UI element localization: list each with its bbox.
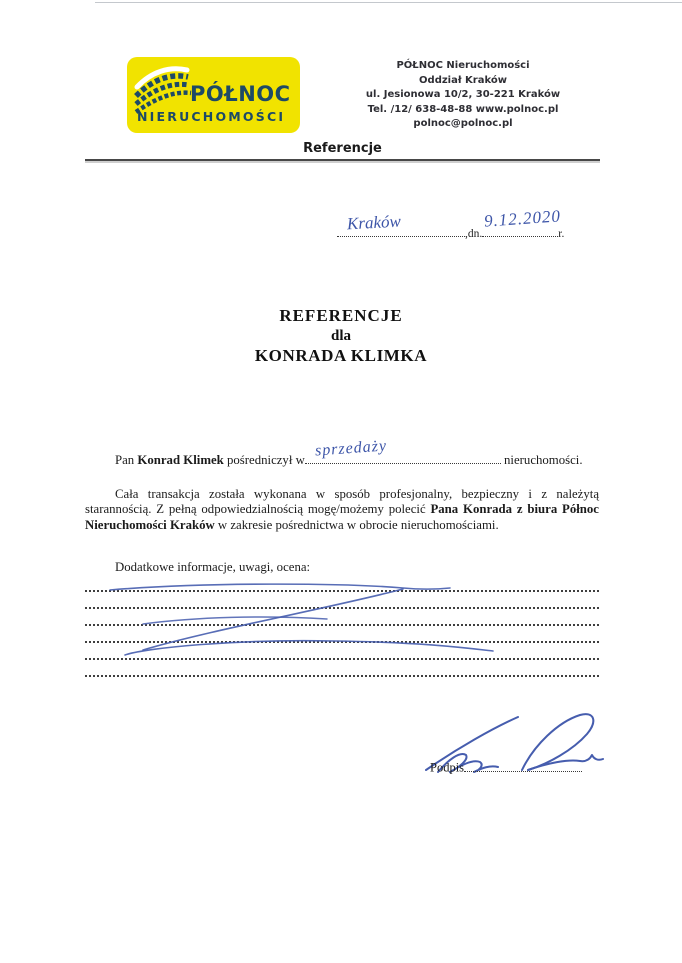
title-line-3: KONRADA KLIMKA [254,346,428,365]
contact-line-company: PÓŁNOC Nieruchomości [396,60,530,71]
scan-artifact-line [95,2,682,3]
notes-label: Dodatkowe informacje, uwagi, ocena: [115,560,311,574]
p2-part2: w zakresie pośrednictwa w obrocie nieruchomościami. [214,517,499,532]
logo-company-subtitle: NIERUCHOMOŚCI [137,109,286,124]
p1-mid: pośredniczył w [223,452,305,467]
dn-label: ,dn. [465,227,483,240]
company-logo [127,57,300,133]
title-line-1: REFERENCJE [279,306,403,325]
logo-company-name: PÓŁNOC [190,82,291,106]
p1-agent-name: Konrad Klimek [137,452,224,467]
p1-suffix: nieruchomości. [500,452,583,467]
podpis-label: Podpis [430,760,465,775]
section-title-referencje [85,141,600,161]
handwritten-transaction-type: sprzedaży [314,437,388,460]
p2-part1: Cała transakcja została wykonana w sposób profesjonalny, bezpieczny i z należytą starannością. Z pełną odpowiedzialnością mogę/możemy polecić [85,487,599,517]
title-line-2: dla [330,328,351,344]
paragraph-recommendation [85,487,599,533]
contact-line-phone-web: Tel. /12/ 638-48-88 www.polnoc.pl [367,103,559,115]
contact-line-email: polnoc@polnoc.pl [413,118,513,130]
p1-prefix: Pan [115,452,138,467]
document-title [0,306,682,366]
signature-caption [430,760,582,776]
contact-line-address: ul. Jesionowa 10/2, 30-221 Kraków [365,89,561,101]
contact-line-branch: Oddział Kraków [419,74,507,86]
r-label: r. [558,227,565,240]
handwritten-scribble [85,575,599,675]
signature-dotted-field [464,760,582,772]
section-title-label: Referencje [303,141,382,156]
handwritten-place: Kraków [346,211,402,234]
company-contact-block [357,59,569,132]
p2-recommended-name: Pana Konrada z biura Północ Nieruchomości Kraków [85,502,599,532]
handwritten-date: 9.12.2020 [483,206,562,231]
